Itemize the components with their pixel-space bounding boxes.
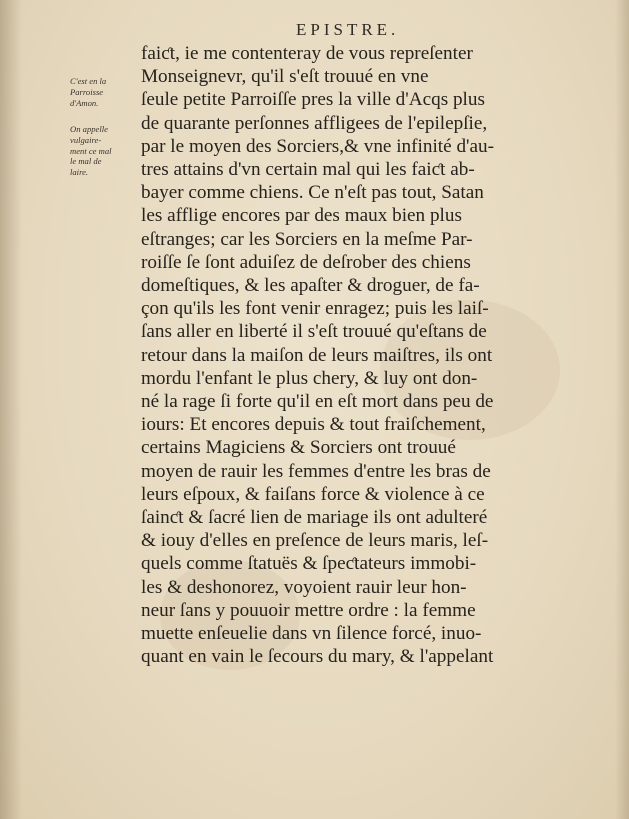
text-line: faiƈt, ie me contenteray de vous repreſenter	[141, 43, 473, 64]
text-line: leurs eſpoux, & faiſans force & violence à ce	[141, 483, 485, 505]
text-line: neur ſans y pouuoir mettre ordre : la femme	[141, 599, 476, 621]
text-line: quels comme ſtatuës & ſpeƈtateurs immobi-	[141, 553, 477, 575]
marginal-note-line: C'est en la	[70, 76, 107, 86]
text-line: çon qu'ils les font venir enragez; puis les laiſ-	[141, 298, 489, 320]
running-head: EPISTRE.	[296, 20, 400, 39]
text-line: iours: Et encores depuis & tout fraiſchement,	[141, 414, 486, 436]
text-line: muette enſeuelie dans vn ſilence forcé, inuo-	[141, 623, 482, 645]
text-line: ſans aller en liberté il s'eſt trouué qu'eſtans de	[141, 321, 487, 343]
text-line: tres attains d'vn certain mal qui les faiƈt ab-	[141, 159, 475, 181]
text-line: quant en vain le ſecours du mary, & l'appelant	[141, 646, 494, 668]
text-line: eſtranges; car les Sorciers en la meſme Par-	[141, 228, 473, 250]
text-line: roiſſe ſe ſont aduiſez de deſrober des chiens	[141, 251, 471, 273]
marginal-note-line: ment ce mal	[70, 145, 112, 156]
text-line: ſainƈt & ſacré lien de mariage ils ont adulteré	[141, 507, 488, 529]
text-line: par le moyen des Sorciers,& vne infinité d'au-	[141, 135, 494, 157]
text-line: & iouy d'elles en preſence de leurs maris, leſ-	[141, 530, 489, 552]
marginal-note-line: vulgaire-	[70, 134, 102, 145]
text-line: moyen de rauir les femmes d'entre les bras de	[141, 460, 491, 482]
text-line: né la rage ſi forte qu'il en eſt mort dans peu de	[141, 391, 494, 413]
text-line: mordu l'enfant le plus chery, & luy ont don-	[141, 367, 478, 389]
text-line: bayer comme chiens. Ce n'eſt pas tout, Satan	[141, 182, 484, 204]
text-line: certains Magiciens & Sorciers ont trouué	[141, 437, 456, 459]
text-line: les afflige encores par des maux bien plus	[141, 205, 462, 227]
text-line: domeſtiques, & les apaſter & droguer, de fa-	[141, 275, 480, 297]
marginal-note-line: Parroisse	[70, 86, 104, 97]
text-line: de quarante perſonnes affligees de l'epilepſie,	[141, 112, 488, 134]
text-line: retour dans la maiſon de leurs maiſtres, ils ont	[141, 344, 493, 366]
marginal-note-line: le mal de	[70, 156, 102, 167]
marginal-note-line: laire.	[70, 167, 89, 178]
marginal-note	[70, 76, 136, 108]
marginal-note	[70, 124, 136, 178]
marginal-note-line: d'Amon.	[70, 97, 99, 108]
text-line: les & deshonorez, voyoient rauir leur hon-	[141, 576, 467, 598]
text-line: ſeule petite Parroiſſe pres la ville d'Acqs plus	[141, 89, 485, 111]
body-text	[141, 42, 586, 668]
marginal-note-line: On appelle	[70, 124, 108, 134]
text-line: Monseignevr, qu'il s'eſt trouué en vne	[141, 66, 429, 88]
